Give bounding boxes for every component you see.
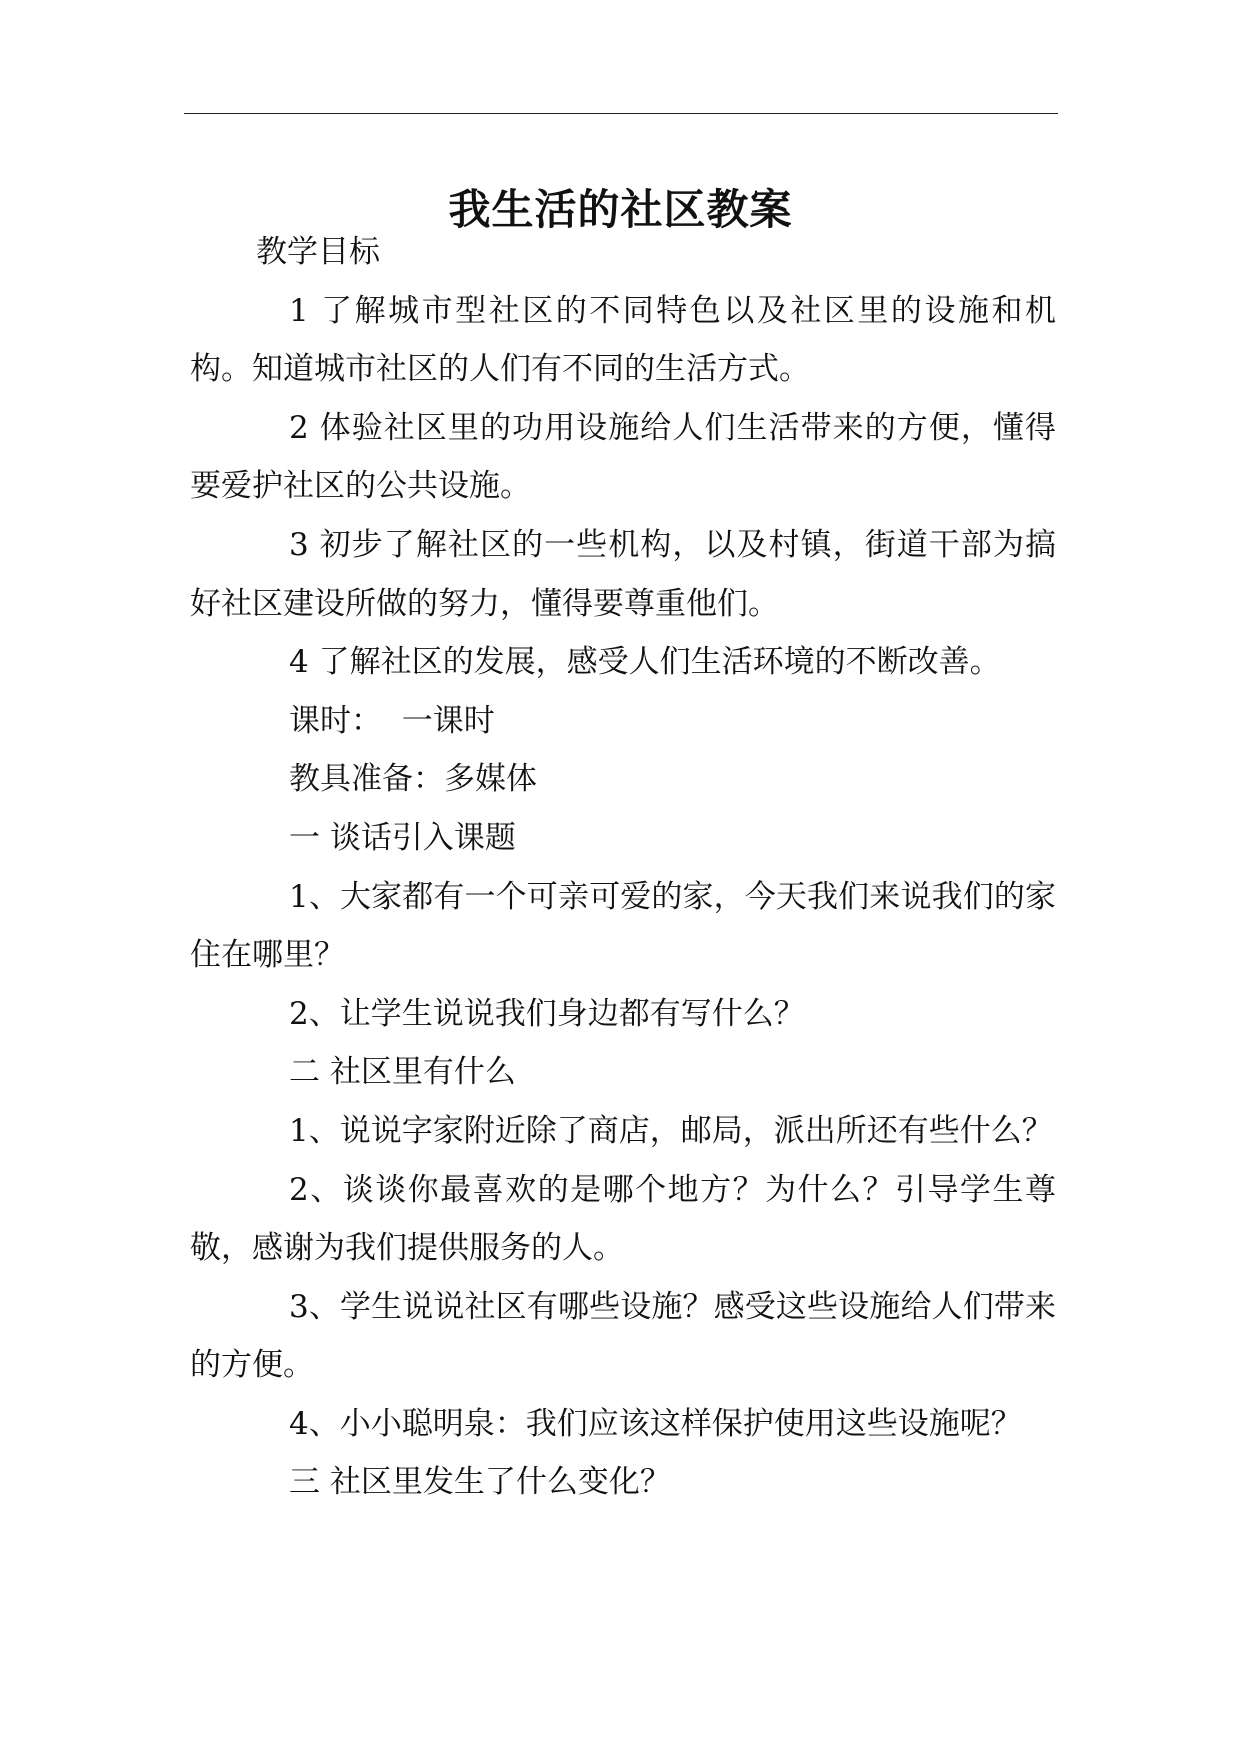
paragraph: 4、小小聪明泉：我们应该这样保护使用这些设施呢？ xyxy=(289,1405,1022,1442)
section-heading: 二 社区里有什么 xyxy=(289,1054,516,1091)
paragraph: 3 初步了解社区的一些机构，以及村镇，街道干部为搞好社区建设所做的努力，懂得要尊重他们。 xyxy=(190,526,1056,622)
paragraph: 1 了解城市型社区的不同特色以及社区里的设施和机构。知道城市社区的人们有不同的生活方式。 xyxy=(190,292,1056,388)
section-heading: 一 谈话引入课题 xyxy=(289,819,516,856)
paragraph: 教学目标 xyxy=(256,234,380,270)
document-title: 我生活的社区教案 xyxy=(448,185,793,235)
paragraph: 教具准备：多媒体 xyxy=(289,761,537,798)
paragraph: 课时： 一课时 xyxy=(289,702,495,739)
paragraph: 2、谈谈你最喜欢的是哪个地方？为什么？引导学生尊敬，感谢为我们提供服务的人。 xyxy=(190,1171,1056,1267)
paragraph: 1、说说字家附近除了商店，邮局，派出所还有些什么？ xyxy=(289,1112,1053,1149)
paragraph: 4 了解社区的发展，感受人们生活环境的不断改善。 xyxy=(289,644,1001,681)
section-heading: 三 社区里发生了什么变化？ xyxy=(289,1464,671,1501)
paragraph: 3、学生说说社区有哪些设施？感受这些设施给人们带来的方便。 xyxy=(190,1288,1056,1384)
header-rule xyxy=(184,113,1058,114)
paragraph: 2 体验社区里的功用设施给人们生活带来的方便，懂得要爱护社区的公共设施。 xyxy=(190,409,1056,505)
paragraph: 1、大家都有一个可亲可爱的家，今天我们来说我们的家住在哪里？ xyxy=(190,878,1056,974)
paragraph: 2、让学生说说我们身边都有写什么？ xyxy=(289,995,805,1032)
document-body xyxy=(190,223,1056,1512)
